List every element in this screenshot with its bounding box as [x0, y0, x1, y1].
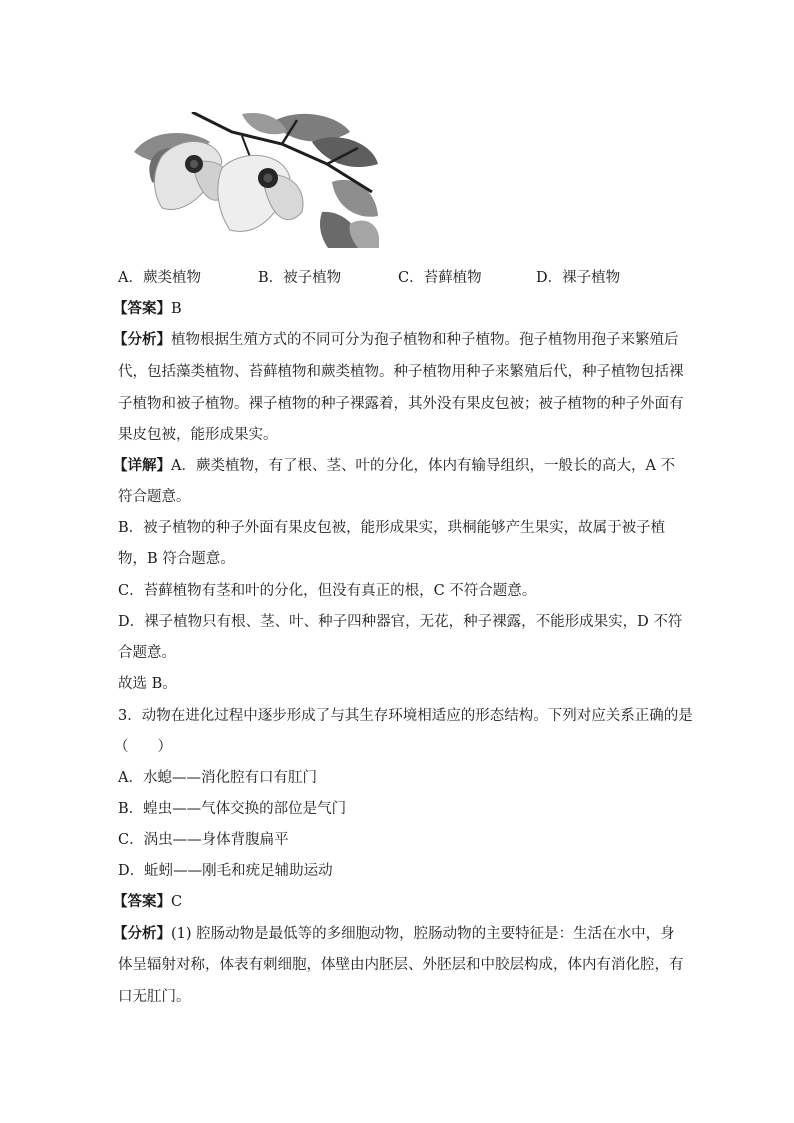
detail-label: 【详解】 — [113, 457, 171, 474]
q2-option-c: C．苔藓植物 — [398, 270, 482, 286]
answer-label: 【答案】 — [113, 300, 171, 317]
q2-detail-line-5: C．苔藓植物有茎和叶的分化，但没有真正的根，C 不符合题意。 — [118, 583, 537, 599]
q2-detail-line-3: B．被子植物的种子外面有果皮包被，能形成果实，珙桐能够产生果实，故属于被子植 — [118, 520, 666, 536]
q2-detail-line-1 — [113, 456, 675, 476]
analysis-label: 【分析】 — [113, 925, 171, 942]
q3-analysis-line-3: 口无肛门。 — [118, 989, 191, 1005]
q2-analysis-line-1 — [113, 330, 679, 350]
q3-analysis-line-1 — [113, 924, 675, 944]
answer-value: B — [171, 301, 182, 317]
q2-detail-line-4: 物，B 符合题意。 — [118, 551, 235, 567]
q2-option-a: A．蕨类植物 — [118, 270, 201, 286]
q2-analysis-line-4: 果皮包被，能形成果实。 — [118, 427, 278, 443]
analysis-text: 植物根据生殖方式的不同可分为孢子植物和种子植物。孢子植物用孢子来繁殖后 — [171, 332, 679, 348]
q3-option-d: D．蚯蚓——刚毛和疣足辅助运动 — [118, 863, 333, 879]
q2-analysis-line-2: 代，包括藻类植物、苔藓植物和蕨类植物。种子植物用种子来繁殖后代，种子植物包括裸 — [118, 364, 684, 380]
q3-analysis-line-2: 体呈辐射对称，体表有刺细胞，体壁由内胚层、外胚层和中胶层构成，体内有消化腔，有 — [118, 957, 684, 973]
q2-options-row — [118, 268, 620, 288]
answer-value: C — [171, 894, 183, 910]
q3-stem-line-1: 3．动物在进化过程中逐步形成了与其生存环境相适应的形态结构。下列对应关系正确的是 — [118, 708, 693, 724]
q3-option-c: C．涡虫——身体背腹扁平 — [118, 832, 289, 848]
analysis-text: (1) 腔肠动物是最低等的多细胞动物，腔肠动物的主要特征是：生活在水中，身 — [171, 926, 675, 942]
q2-option-b: B．被子植物 — [258, 270, 342, 286]
q3-option-b: B．蝗虫——气体交换的部位是气门 — [118, 801, 347, 817]
q2-answer — [113, 299, 182, 319]
q2-detail-line-7: 合题意。 — [118, 645, 176, 661]
q3-answer — [113, 892, 182, 912]
detail-text: A．蕨类植物，有了根、茎、叶的分化，体内有输导组织，一般长的高大，A 不 — [171, 458, 676, 474]
q2-detail-line-6: D．裸子植物只有根、茎、叶、种子四种器官，无花，种子裸露，不能形成果实，D 不符 — [118, 614, 683, 630]
analysis-label: 【分析】 — [113, 331, 171, 348]
q2-detail-line-8: 故选 B。 — [118, 676, 177, 692]
q3-option-a: A．水螅——消化腔有口有肛门 — [118, 770, 317, 786]
q2-detail-line-2: 符合题意。 — [118, 489, 191, 505]
answer-label: 【答案】 — [113, 893, 171, 910]
q2-analysis-line-3: 子植物和被子植物。裸子植物的种子裸露着，其外没有果皮包被；被子植物的种子外面有 — [118, 396, 684, 412]
q3-stem-line-2: （ ） — [114, 739, 172, 755]
q2-option-d: D．裸子植物 — [536, 270, 621, 286]
dove-tree-flower-photo — [122, 112, 379, 248]
